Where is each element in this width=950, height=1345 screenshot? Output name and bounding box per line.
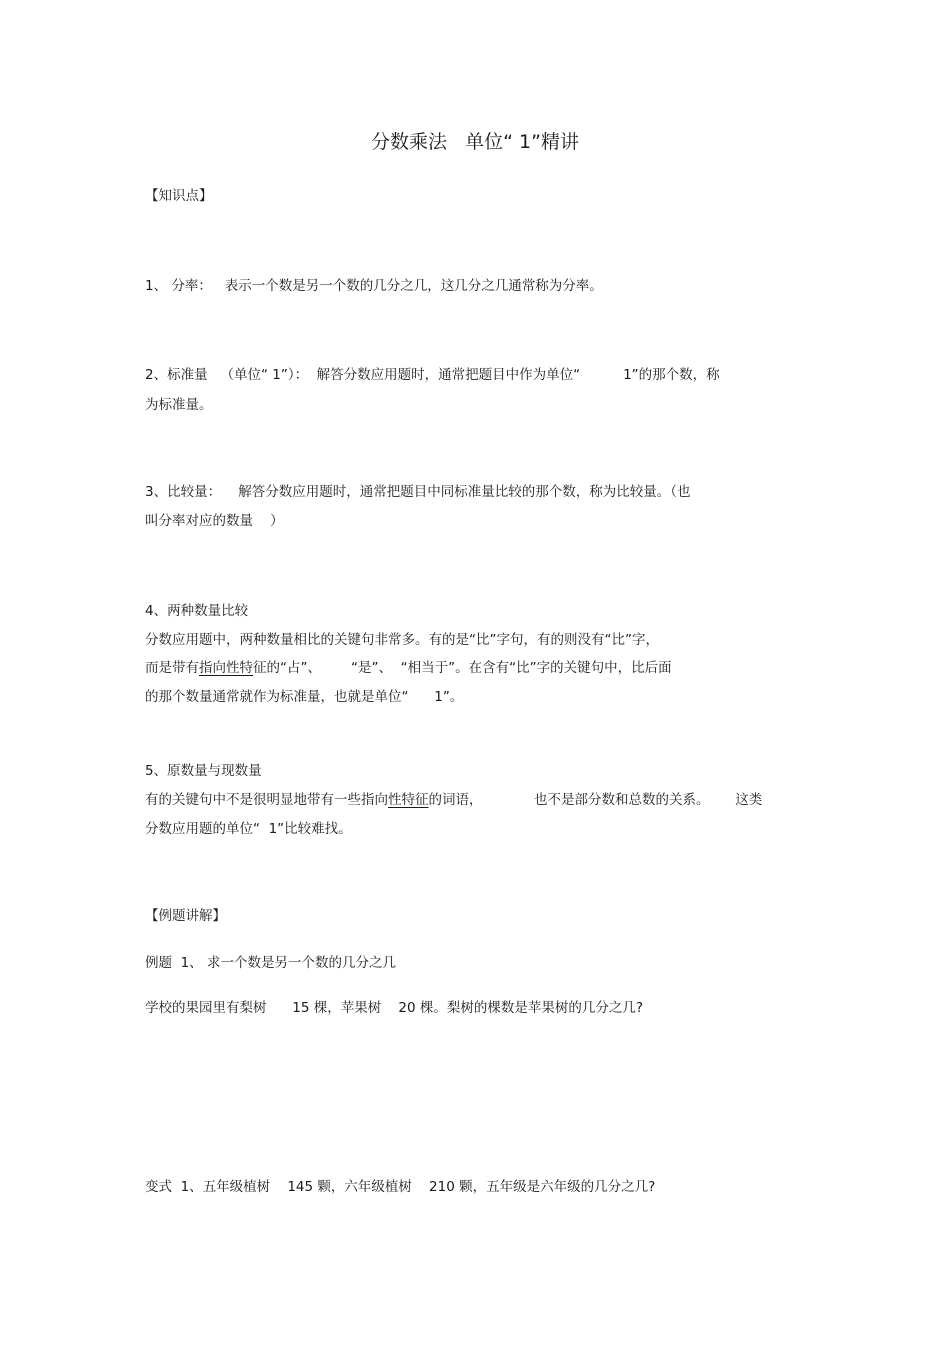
knowledge-item-4-line-3: 的那个数量通常就作为标准量，也就是单位“ 1”。: [145, 689, 464, 705]
knowledge-item-3-line-2: 叫分率对应的数量 ）: [145, 513, 284, 529]
text-segment: 有的关键句中不是很明显地带有一些指向: [145, 792, 388, 808]
knowledge-item-2-line-1: 2、标准量 （单位“ 1”）： 解答分数应用题时，通常把题目中作为单位“ 1”的那个数，称: [145, 367, 720, 383]
example-1-heading: 例题 1、 求一个数是另一个数的几分之几: [145, 955, 396, 971]
knowledge-item-4-line-1: 分数应用题中，两种数量相比的关键句非常多。有的是“比”字句，有的则没有“比”字，: [145, 632, 659, 648]
text-segment: 征的“占”、 “是”、 “相当于”。在含有“比”字的关键句中，比后面: [253, 660, 672, 676]
knowledge-item-5-line-2: 分数应用题的单位“ 1”比较难找。: [145, 821, 352, 837]
knowledge-item-4-line-2: [145, 659, 672, 677]
example-1-question: 学校的果园里有梨树 15 棵，苹果树 20 棵。梨树的棵数是苹果树的几分之几?: [145, 1000, 644, 1016]
knowledge-item-4-heading: 4、两种数量比较: [145, 603, 249, 619]
knowledge-item-5-heading: 5、原数量与现数量: [145, 763, 262, 779]
text-segment: 的词语， 也不是部分数和总数的关系。 这类: [428, 792, 763, 808]
section-heading-knowledge: 【知识点】: [145, 188, 213, 204]
text-segment: 而是带有: [145, 660, 199, 676]
knowledge-item-1: 1、 分率： 表示一个数是另一个数的几分之几，这几分之几通常称为分率。: [145, 278, 603, 294]
knowledge-item-2-line-2: 为标准量。: [145, 397, 213, 413]
underlined-phrase: 指向性特: [199, 660, 253, 676]
page-title: 分数乘法 单位“ 1”精讲: [371, 131, 579, 153]
knowledge-item-5-line-1: [145, 791, 762, 809]
knowledge-item-3-line-1: 3、比较量： 解答分数应用题时，通常把题目中同标准量比较的那个数，称为比较量。（也: [145, 484, 691, 500]
section-heading-examples: 【例题讲解】: [145, 908, 226, 924]
variant-1-question: 变式 1、五年级植树 145 颗，六年级植树 210 颗，五年级是六年级的几分之几?: [145, 1179, 656, 1195]
underlined-phrase: 性特征: [388, 792, 429, 808]
